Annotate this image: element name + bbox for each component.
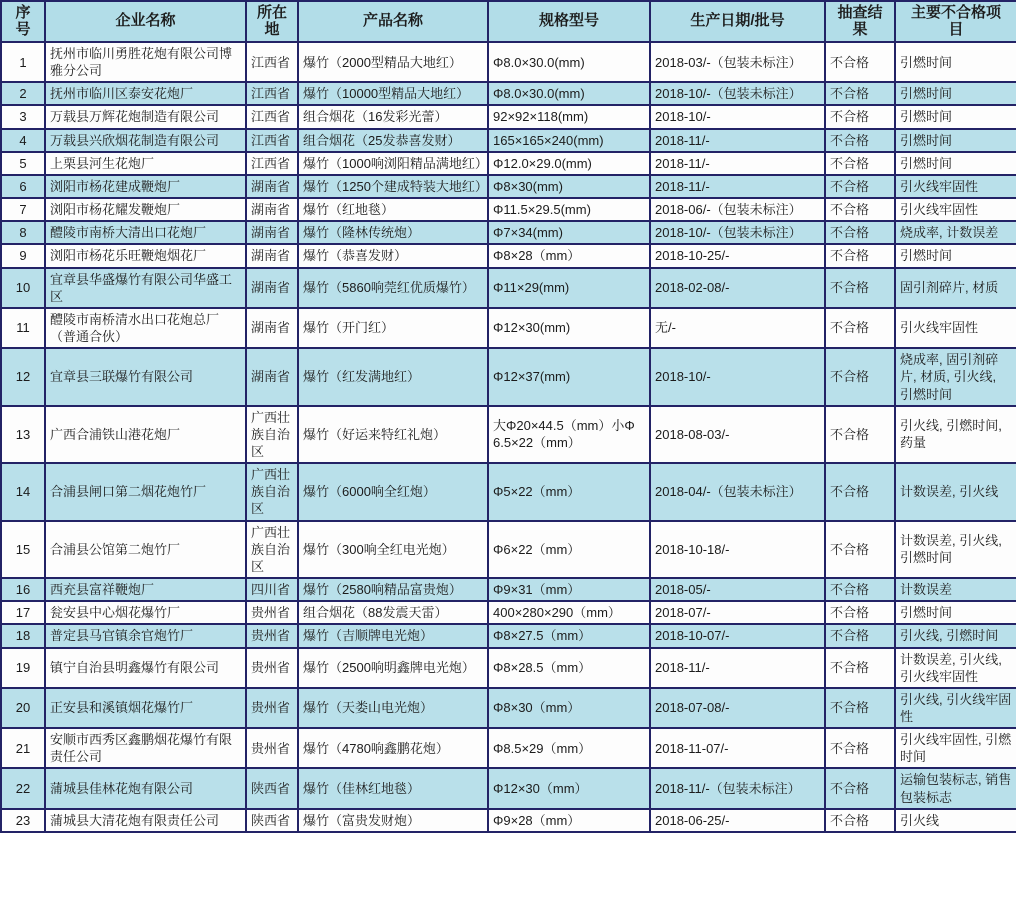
table-row [1, 105, 1016, 128]
table-row [1, 175, 1016, 198]
cell-company: 瓮安县中心烟花爆竹厂 [45, 601, 246, 624]
table-row [1, 198, 1016, 221]
cell-product: 爆竹（佳林红地毯） [298, 768, 488, 808]
cell-issues: 引火线, 引燃时间 [895, 624, 1016, 647]
cell-location: 广西壮族自治区 [246, 463, 298, 520]
cell-location: 江西省 [246, 105, 298, 128]
cell-spec: Φ8.0×30.0(mm) [488, 42, 650, 82]
cell-issues: 引火线 [895, 809, 1016, 832]
table-row [1, 348, 1016, 405]
cell-spec: 400×280×290（mm） [488, 601, 650, 624]
cell-product: 组合烟花（25发恭喜发财） [298, 129, 488, 152]
cell-spec: Φ8×30(mm) [488, 175, 650, 198]
cell-spec: Φ12×30(mm) [488, 308, 650, 348]
col-header-spec: 规格型号 [488, 1, 650, 42]
cell-issues: 引燃时间 [895, 129, 1016, 152]
header-row [1, 1, 1016, 42]
cell-batch: 2018-10-18/- [650, 521, 825, 578]
cell-index: 21 [1, 728, 45, 768]
cell-company: 上栗县河生花炮厂 [45, 152, 246, 175]
cell-batch: 2018-06-25/- [650, 809, 825, 832]
cell-issues: 引火线, 引火线牢固性 [895, 688, 1016, 728]
cell-issues: 引火线牢固性 [895, 308, 1016, 348]
cell-issues: 引燃时间 [895, 82, 1016, 105]
cell-company: 抚州市临川勇胜花炮有限公司博雅分公司 [45, 42, 246, 82]
cell-product: 组合烟花（88发震天雷） [298, 601, 488, 624]
cell-batch: 2018-08-03/- [650, 406, 825, 463]
table-row [1, 308, 1016, 348]
cell-result: 不合格 [825, 268, 895, 308]
cell-index: 11 [1, 308, 45, 348]
cell-company: 蒲城县佳林花炮有限公司 [45, 768, 246, 808]
cell-issues: 计数误差 [895, 578, 1016, 601]
cell-product: 爆竹（富贵发财炮） [298, 809, 488, 832]
cell-batch: 2018-11/- [650, 175, 825, 198]
cell-company: 合浦县闸口第二烟花炮竹厂 [45, 463, 246, 520]
cell-issues: 引燃时间 [895, 152, 1016, 175]
cell-batch: 2018-11/- [650, 152, 825, 175]
cell-index: 12 [1, 348, 45, 405]
table-row [1, 268, 1016, 308]
cell-result: 不合格 [825, 624, 895, 647]
cell-spec: Φ11.5×29.5(mm) [488, 198, 650, 221]
cell-spec: Φ8×28.5（mm） [488, 648, 650, 688]
cell-product: 组合烟花（16发彩光蕾） [298, 105, 488, 128]
col-header-index: 序号 [1, 1, 45, 42]
table-row [1, 221, 1016, 244]
cell-batch: 2018-06/-（包装未标注） [650, 198, 825, 221]
cell-spec: Φ5×22（mm） [488, 463, 650, 520]
cell-company: 抚州市临川区泰安花炮厂 [45, 82, 246, 105]
cell-result: 不合格 [825, 82, 895, 105]
cell-company: 浏阳市杨花耀发鞭炮厂 [45, 198, 246, 221]
cell-product: 爆竹（1250个建成特装大地红） [298, 175, 488, 198]
cell-index: 22 [1, 768, 45, 808]
col-header-issues: 主要不合格项目 [895, 1, 1016, 42]
cell-product: 爆竹（4780响鑫鹏花炮） [298, 728, 488, 768]
cell-issues: 计数误差, 引火线, 引火线牢固性 [895, 648, 1016, 688]
cell-issues: 固引剂碎片, 材质 [895, 268, 1016, 308]
cell-result: 不合格 [825, 578, 895, 601]
cell-company: 正安县和溪镇烟花爆竹厂 [45, 688, 246, 728]
cell-issues: 运输包装标志, 销售包装标志 [895, 768, 1016, 808]
cell-company: 蒲城县大清花炮有限责任公司 [45, 809, 246, 832]
cell-location: 湖南省 [246, 268, 298, 308]
cell-spec: Φ12×37(mm) [488, 348, 650, 405]
cell-result: 不合格 [825, 463, 895, 520]
cell-result: 不合格 [825, 768, 895, 808]
cell-result: 不合格 [825, 129, 895, 152]
cell-result: 不合格 [825, 198, 895, 221]
cell-location: 贵州省 [246, 688, 298, 728]
cell-company: 合浦县公馆第二炮竹厂 [45, 521, 246, 578]
cell-index: 10 [1, 268, 45, 308]
cell-issues: 烧成率, 固引剂碎片, 材质, 引火线, 引燃时间 [895, 348, 1016, 405]
cell-location: 四川省 [246, 578, 298, 601]
cell-location: 湖南省 [246, 348, 298, 405]
cell-product: 爆竹（2000型精品大地红） [298, 42, 488, 82]
cell-location: 江西省 [246, 152, 298, 175]
cell-index: 7 [1, 198, 45, 221]
cell-batch: 2018-10-07/- [650, 624, 825, 647]
cell-index: 5 [1, 152, 45, 175]
cell-result: 不合格 [825, 601, 895, 624]
table-row [1, 578, 1016, 601]
cell-spec: Φ7×34(mm) [488, 221, 650, 244]
cell-result: 不合格 [825, 105, 895, 128]
cell-location: 湖南省 [246, 308, 298, 348]
cell-issues: 计数误差, 引火线 [895, 463, 1016, 520]
cell-company: 普定县马官镇余官炮竹厂 [45, 624, 246, 647]
table-row [1, 648, 1016, 688]
cell-location: 陕西省 [246, 809, 298, 832]
cell-batch: 2018-03/-（包装未标注） [650, 42, 825, 82]
col-header-product: 产品名称 [298, 1, 488, 42]
cell-issues: 引燃时间 [895, 601, 1016, 624]
cell-location: 广西壮族自治区 [246, 406, 298, 463]
cell-result: 不合格 [825, 152, 895, 175]
cell-index: 19 [1, 648, 45, 688]
cell-issues: 引燃时间 [895, 244, 1016, 267]
cell-index: 1 [1, 42, 45, 82]
cell-product: 爆竹（红地毯） [298, 198, 488, 221]
col-header-batch: 生产日期/批号 [650, 1, 825, 42]
cell-location: 湖南省 [246, 244, 298, 267]
cell-location: 江西省 [246, 42, 298, 82]
cell-index: 4 [1, 129, 45, 152]
cell-spec: Φ8×27.5（mm） [488, 624, 650, 647]
cell-product: 爆竹（5860响莞红优质爆竹） [298, 268, 488, 308]
cell-index: 18 [1, 624, 45, 647]
cell-result: 不合格 [825, 175, 895, 198]
table-row [1, 463, 1016, 520]
cell-index: 16 [1, 578, 45, 601]
cell-index: 3 [1, 105, 45, 128]
cell-product: 爆竹（好运来特红礼炮） [298, 406, 488, 463]
cell-product: 爆竹（红发满地红） [298, 348, 488, 405]
cell-batch: 无/- [650, 308, 825, 348]
cell-company: 醴陵市南桥大清出口花炮厂 [45, 221, 246, 244]
cell-spec: Φ11×29(mm) [488, 268, 650, 308]
cell-product: 爆竹（隆林传统炮） [298, 221, 488, 244]
cell-company: 万载县万辉花炮制造有限公司 [45, 105, 246, 128]
cell-spec: Φ6×22（mm） [488, 521, 650, 578]
cell-issues: 引火线牢固性, 引燃时间 [895, 728, 1016, 768]
cell-index: 13 [1, 406, 45, 463]
cell-batch: 2018-05/- [650, 578, 825, 601]
cell-spec: 大Φ20×44.5（mm）小Φ6.5×22（mm） [488, 406, 650, 463]
cell-result: 不合格 [825, 688, 895, 728]
cell-index: 8 [1, 221, 45, 244]
cell-location: 湖南省 [246, 175, 298, 198]
cell-spec: Φ8×30（mm） [488, 688, 650, 728]
cell-result: 不合格 [825, 406, 895, 463]
cell-spec: Φ8×28（mm） [488, 244, 650, 267]
cell-index: 2 [1, 82, 45, 105]
cell-result: 不合格 [825, 308, 895, 348]
cell-result: 不合格 [825, 728, 895, 768]
table-row [1, 406, 1016, 463]
cell-batch: 2018-11/- [650, 129, 825, 152]
cell-index: 17 [1, 601, 45, 624]
cell-batch: 2018-02-08/- [650, 268, 825, 308]
cell-index: 14 [1, 463, 45, 520]
cell-product: 爆竹（6000响全红炮） [298, 463, 488, 520]
cell-product: 爆竹（10000型精品大地红） [298, 82, 488, 105]
cell-batch: 2018-11/-（包装未标注） [650, 768, 825, 808]
cell-spec: 92×92×118(mm) [488, 105, 650, 128]
cell-company: 镇宁自治县明鑫爆竹有限公司 [45, 648, 246, 688]
cell-location: 广西壮族自治区 [246, 521, 298, 578]
cell-spec: Φ9×28（mm） [488, 809, 650, 832]
cell-location: 江西省 [246, 82, 298, 105]
cell-batch: 2018-10/-（包装未标注） [650, 221, 825, 244]
table-body [1, 42, 1016, 832]
table-row [1, 624, 1016, 647]
cell-result: 不合格 [825, 521, 895, 578]
cell-product: 爆竹（吉顺牌电光炮） [298, 624, 488, 647]
cell-index: 9 [1, 244, 45, 267]
cell-company: 万载县兴欣烟花制造有限公司 [45, 129, 246, 152]
cell-batch: 2018-10/- [650, 105, 825, 128]
cell-issues: 引火线牢固性 [895, 198, 1016, 221]
cell-issues: 计数误差, 引火线, 引燃时间 [895, 521, 1016, 578]
cell-company: 浏阳市杨花乐旺鞭炮烟花厂 [45, 244, 246, 267]
cell-company: 西充县富祥鞭炮厂 [45, 578, 246, 601]
cell-index: 20 [1, 688, 45, 728]
cell-location: 江西省 [246, 129, 298, 152]
cell-product: 爆竹（恭喜发财） [298, 244, 488, 267]
col-header-location: 所在地 [246, 1, 298, 42]
cell-issues: 引火线, 引燃时间, 药量 [895, 406, 1016, 463]
cell-location: 贵州省 [246, 601, 298, 624]
cell-issues: 烧成率, 计数误差 [895, 221, 1016, 244]
cell-company: 宜章县华盛爆竹有限公司华盛工区 [45, 268, 246, 308]
table-row [1, 728, 1016, 768]
cell-company: 浏阳市杨花建成鞭炮厂 [45, 175, 246, 198]
cell-location: 贵州省 [246, 624, 298, 647]
cell-product: 爆竹（1000响浏阳精品满地红） [298, 152, 488, 175]
cell-index: 23 [1, 809, 45, 832]
cell-location: 贵州省 [246, 648, 298, 688]
cell-issues: 引火线牢固性 [895, 175, 1016, 198]
cell-batch: 2018-10/- [650, 348, 825, 405]
cell-location: 湖南省 [246, 221, 298, 244]
cell-batch: 2018-04/-（包装未标注） [650, 463, 825, 520]
cell-result: 不合格 [825, 42, 895, 82]
cell-index: 6 [1, 175, 45, 198]
cell-batch: 2018-07-08/- [650, 688, 825, 728]
table-row [1, 601, 1016, 624]
cell-product: 爆竹（2580响精品富贵炮） [298, 578, 488, 601]
cell-batch: 2018-11/- [650, 648, 825, 688]
cell-product: 爆竹（开门红） [298, 308, 488, 348]
cell-issues: 引燃时间 [895, 42, 1016, 82]
table-row [1, 129, 1016, 152]
cell-batch: 2018-10/-（包装未标注） [650, 82, 825, 105]
cell-spec: Φ8.5×29（mm） [488, 728, 650, 768]
cell-result: 不合格 [825, 809, 895, 832]
cell-spec: Φ8.0×30.0(mm) [488, 82, 650, 105]
table-row [1, 688, 1016, 728]
cell-company: 广西合浦铁山港花炮厂 [45, 406, 246, 463]
cell-spec: 165×165×240(mm) [488, 129, 650, 152]
table-row [1, 244, 1016, 267]
table-row [1, 82, 1016, 105]
cell-issues: 引燃时间 [895, 105, 1016, 128]
cell-product: 爆竹（天娄山电光炮） [298, 688, 488, 728]
cell-product: 爆竹（2500响明鑫牌电光炮） [298, 648, 488, 688]
cell-company: 宜章县三联爆竹有限公司 [45, 348, 246, 405]
col-header-result: 抽查结果 [825, 1, 895, 42]
cell-batch: 2018-07/- [650, 601, 825, 624]
table-row [1, 42, 1016, 82]
cell-batch: 2018-10-25/- [650, 244, 825, 267]
table-row [1, 809, 1016, 832]
cell-company: 安顺市西秀区鑫鹏烟花爆竹有限责任公司 [45, 728, 246, 768]
cell-location: 陕西省 [246, 768, 298, 808]
cell-result: 不合格 [825, 244, 895, 267]
cell-result: 不合格 [825, 348, 895, 405]
cell-spec: Φ12.0×29.0(mm) [488, 152, 650, 175]
col-header-company: 企业名称 [45, 1, 246, 42]
cell-spec: Φ12×30（mm） [488, 768, 650, 808]
cell-result: 不合格 [825, 648, 895, 688]
cell-index: 15 [1, 521, 45, 578]
table-row [1, 521, 1016, 578]
cell-product: 爆竹（300响全红电光炮） [298, 521, 488, 578]
table-row [1, 768, 1016, 808]
cell-company: 醴陵市南桥清水出口花炮总厂（普通合伙） [45, 308, 246, 348]
cell-location: 贵州省 [246, 728, 298, 768]
cell-location: 湖南省 [246, 198, 298, 221]
cell-spec: Φ9×31（mm） [488, 578, 650, 601]
cell-result: 不合格 [825, 221, 895, 244]
table-row [1, 152, 1016, 175]
cell-batch: 2018-11-07/- [650, 728, 825, 768]
